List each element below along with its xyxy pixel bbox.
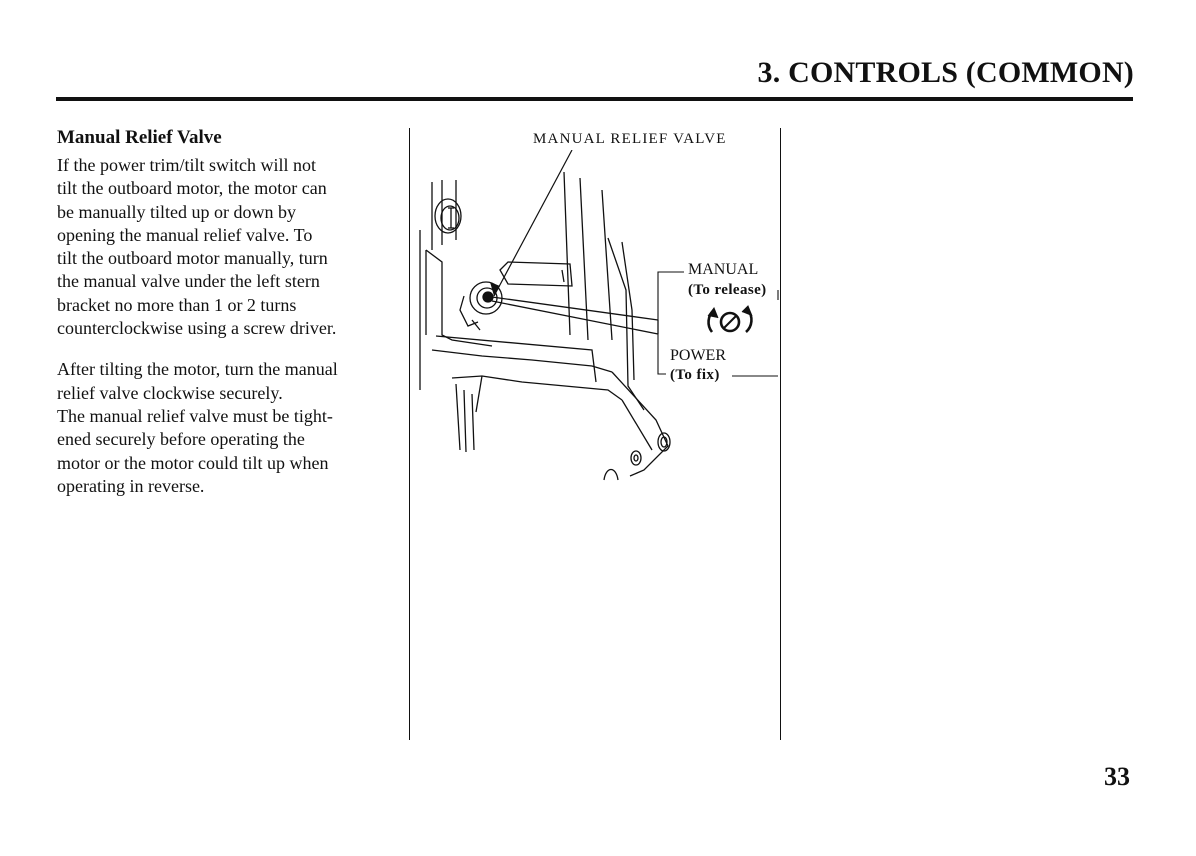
paragraph-line: The manual relief valve must be tight- bbox=[57, 405, 333, 426]
section-title: 3. CONTROLS (COMMON) bbox=[757, 56, 1134, 89]
paragraph-line: tilt the outboard motor manually, turn bbox=[57, 248, 328, 269]
paragraph-line: bracket no more than 1 or 2 turns bbox=[57, 294, 297, 315]
manual-label: MANUAL bbox=[688, 261, 759, 278]
outboard-bracket-drawing bbox=[412, 150, 782, 490]
paragraph-line: opening the manual relief valve. To bbox=[57, 224, 313, 245]
header-rule bbox=[56, 97, 1133, 101]
paragraph-line: If the power trim/tilt switch will not bbox=[57, 155, 316, 175]
paragraph-line: relief valve clockwise securely. bbox=[57, 382, 283, 403]
figure-caption: MANUAL RELIEF VALVE bbox=[533, 131, 727, 147]
power-fix-label: (To fix) bbox=[670, 367, 720, 383]
paragraph-gap bbox=[57, 340, 397, 358]
rotation-arrows-icon bbox=[708, 306, 752, 332]
paragraph-line: operating in reverse. bbox=[57, 475, 205, 496]
column-divider-left bbox=[409, 128, 410, 740]
paragraph-opening-valve bbox=[57, 154, 397, 340]
paragraph-line: tilt the outboard motor, the motor can bbox=[57, 178, 327, 199]
paragraph-line: be manually tilted up or down by bbox=[57, 201, 296, 222]
paragraph-line: motor or the motor could tilt up when bbox=[57, 452, 329, 473]
paragraph-closing-valve bbox=[57, 358, 397, 498]
paragraph-line: the manual valve under the left stern bbox=[57, 271, 320, 292]
power-label: POWER bbox=[670, 347, 726, 364]
instructions-column bbox=[57, 126, 397, 498]
paragraph-line: ened securely before operating the bbox=[57, 429, 305, 450]
paragraph-line: After tilting the motor, turn the manual bbox=[57, 359, 338, 380]
paragraph-line: counterclockwise using a screw driver. bbox=[57, 318, 337, 339]
manual-release-label: (To release) bbox=[688, 282, 767, 298]
page-number: 33 bbox=[1104, 762, 1130, 791]
section-heading: Manual Relief Valve bbox=[57, 127, 222, 148]
